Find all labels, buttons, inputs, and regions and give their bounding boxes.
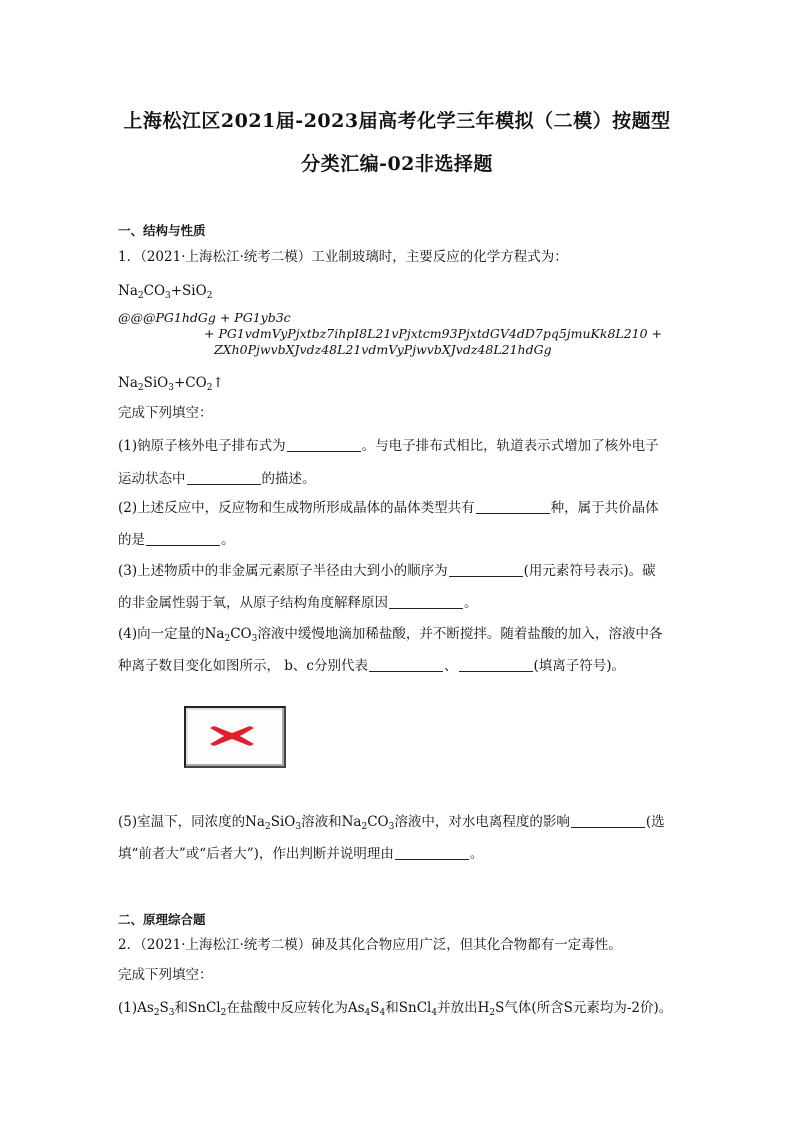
q2-part1-line1: $(1)As_2S_3$和SnCl$_2$在盐酸中反应转化为$As_4S_4$和SnCl$_4$并放出$H_2S$气体(所含S元素均为-2价)。 <box>118 1000 673 1018</box>
section-heading-principles: 二、原理综合题 <box>118 912 206 927</box>
q2-stem: 2．（2021·上海松江·统考二模）砷及其化合物应用广泛，但其化合物都有一定毒性。 <box>118 937 622 953</box>
section-heading-structure: 一、结构与性质 <box>118 223 206 238</box>
answer-blank[interactable] <box>146 533 220 546</box>
q1-part4-line1: (4)向一定量的$Na_2CO_3$溶液中缓慢地滴加稀盐酸，并不断搅拌。随着盐酸的加入，溶液中各 <box>118 626 663 644</box>
q1-part1-line2: 运动状态中 的描述。 <box>118 471 316 487</box>
broken-image-icon <box>184 706 284 766</box>
q1-equation-reactants: $Na_2CO_3+SiO_2$ <box>118 283 213 301</box>
q1-part1-line1: (1)钠原子核外电子排布式为 。与电子排布式相比，轨道表示式增加了核外电子 <box>118 438 659 454</box>
answer-blank[interactable] <box>395 847 469 860</box>
q1-stem: 1．（2021·上海松江·统考二模）工业制玻璃时，主要反应的化学方程式为： <box>118 249 568 265</box>
answer-blank[interactable] <box>476 501 550 514</box>
q1-part4-line2: 种离子数目变化如图所示， b、c分别代表 、 (填离子符号)。 <box>118 658 626 674</box>
q1-part3-line2: 的非金属性弱于氧，从原子结构角度解释原因 。 <box>118 595 478 611</box>
q1-instruction: 完成下列填空： <box>118 405 213 421</box>
q1-equation-products: $Na_2SiO_3+CO_2↑$ <box>118 375 224 393</box>
q1-garbled-math-2: + PG1vdmVyPjxtbz7ihpI8L21vPjxtcm93PjxtdGV4dD7pq5jmuKk8L210 + <box>204 326 663 341</box>
q1-garbled-math-3: ZXh0PjwvbXJvdz48L21vdmVyPjwvbXJvdz48L21hdGg <box>214 342 552 357</box>
page-title-line-2: 分类汇编-02非选择题 <box>301 153 493 175</box>
answer-blank[interactable] <box>287 439 361 452</box>
q1-garbled-math-1: @@@PG1hdGg + PG1yb3c <box>118 310 291 325</box>
answer-blank[interactable] <box>449 564 523 577</box>
answer-blank[interactable] <box>389 596 463 609</box>
page-title-line-1: 上海松江区2021届-2023届高考化学三年模拟（二模）按题型 <box>123 110 671 132</box>
q1-part2-line2: 的是 。 <box>118 532 235 548</box>
q1-part3-line1: (3)上述物质中的非金属元素原子半径由大到小的顺序为 (用元素符号表示)。碳 <box>118 563 656 579</box>
q1-part2-line1: (2)上述反应中，反应物和生成物所形成晶体的晶体类型共有 种，属于共价晶体 <box>118 500 659 516</box>
broken-image-placeholder <box>184 706 284 766</box>
q1-part5-line2: 填“前者大”或“后者大”)，作出判断并说明理由 。 <box>118 846 484 862</box>
answer-blank[interactable] <box>187 472 261 485</box>
answer-blank[interactable] <box>459 659 533 672</box>
q2-instruction: 完成下列填空： <box>118 967 213 983</box>
answer-blank[interactable] <box>571 815 645 828</box>
answer-blank[interactable] <box>369 659 443 672</box>
q1-part5-line1: (5)室温下，同浓度的$Na_2SiO_3$溶液和$Na_2CO_3$溶液中，对水电离程度的影响 (选 <box>118 814 665 832</box>
